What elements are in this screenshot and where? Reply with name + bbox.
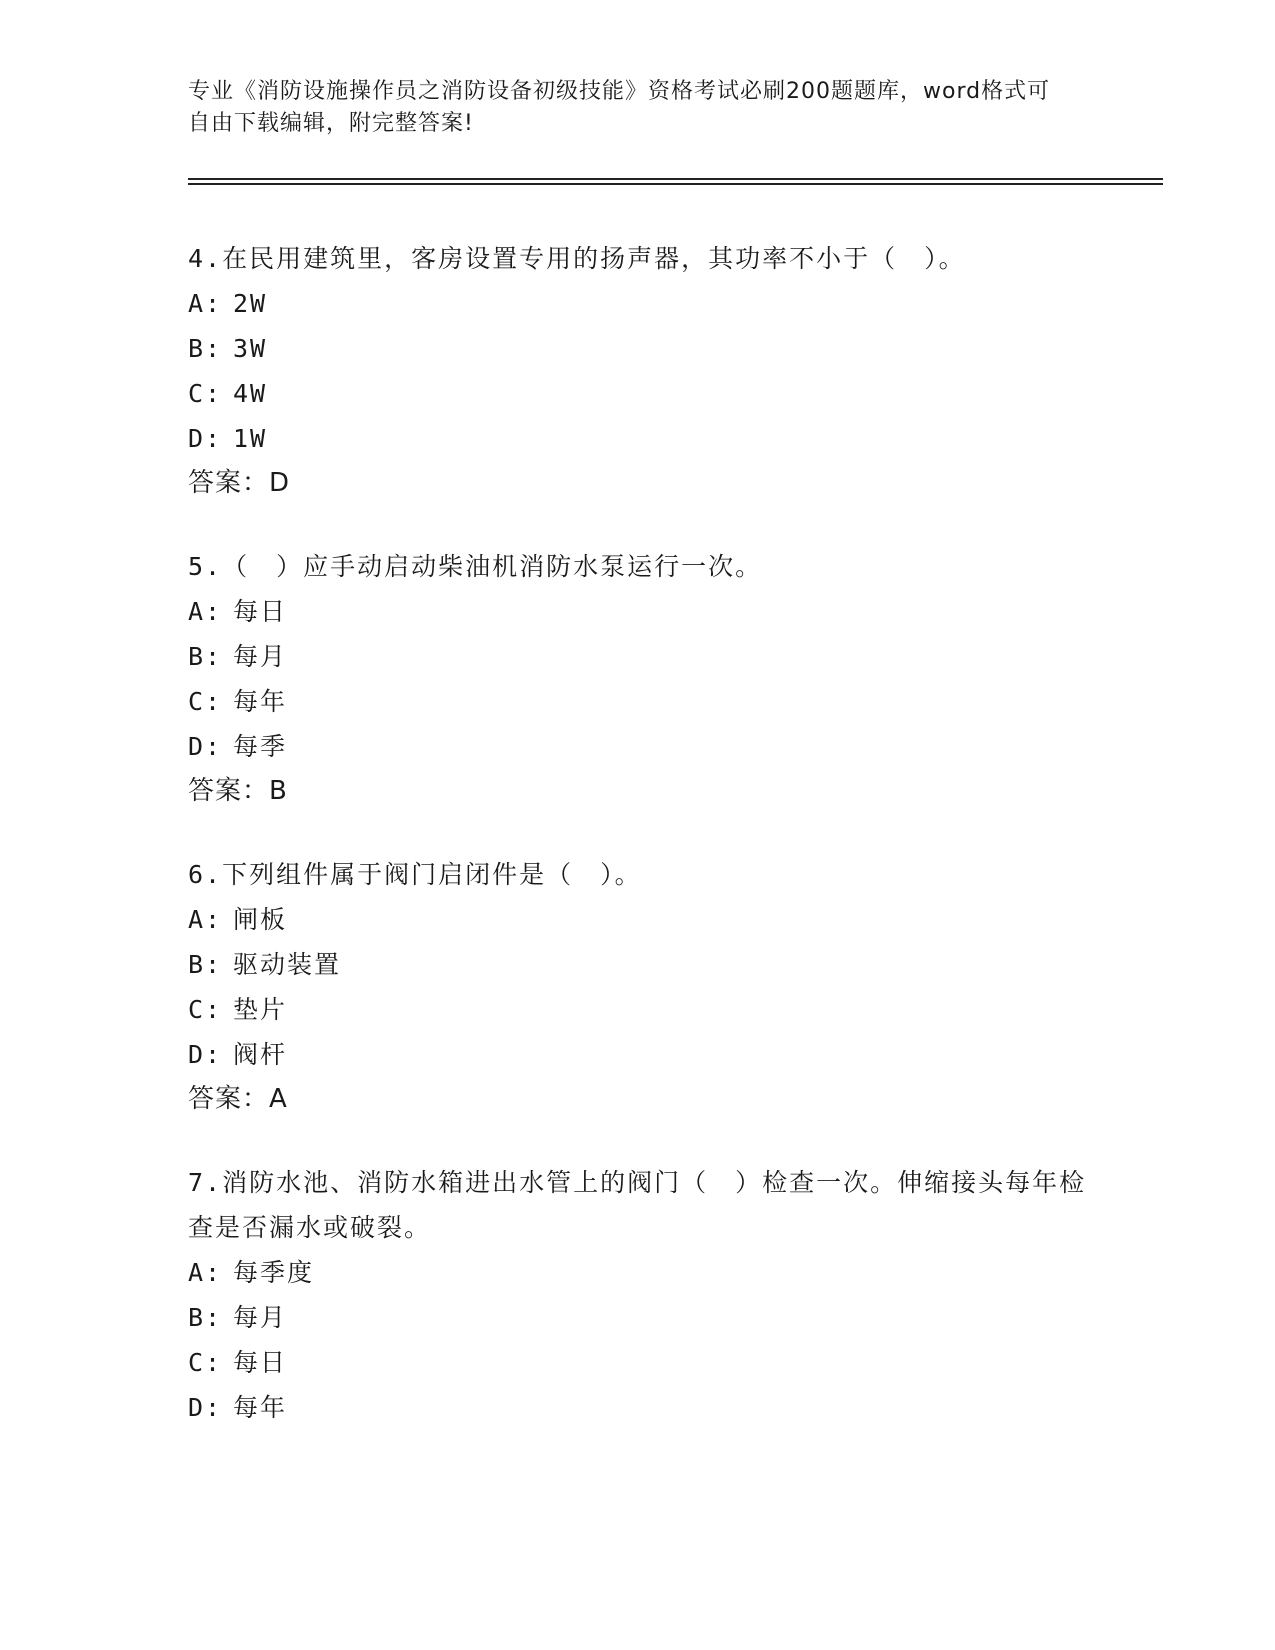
document-intro: 专业《消防设施操作员之消防设备初级技能》资格考试必刷200题题库，word格式可自由下载编辑，附完整答案!: [188, 79, 1051, 136]
option-value: 3W: [233, 334, 268, 363]
option-value: 每月: [233, 642, 288, 671]
option-d: [188, 1385, 1088, 1430]
option-a: [188, 589, 1088, 634]
option-d: [188, 724, 1088, 769]
option-c: [188, 987, 1088, 1032]
option-value: 每年: [233, 1393, 288, 1422]
option-label: A:: [188, 905, 223, 934]
option-label: D:: [188, 1040, 223, 1069]
question-6: [188, 852, 1088, 1122]
option-value: 阀杆: [233, 1040, 288, 1069]
question-text: 7.消防水池、消防水箱进出水管上的阀门（ ）检查一次。伸缩接头每年检查是否漏水或破裂。: [188, 1168, 1087, 1242]
option-value: 每月: [233, 1303, 288, 1332]
option-label: D:: [188, 424, 223, 453]
option-c: [188, 679, 1088, 724]
option-label: C:: [188, 687, 223, 716]
option-a: [188, 1250, 1088, 1295]
option-value: 每年: [233, 687, 288, 716]
question-text: 4.在民用建筑里，客房设置专用的扬声器，其功率不小于（ ）。: [188, 244, 966, 273]
option-label: D:: [188, 732, 223, 761]
option-label: C:: [188, 995, 223, 1024]
option-value: 驱动装置: [233, 950, 342, 979]
option-label: C:: [188, 379, 223, 408]
option-label: B:: [188, 950, 223, 979]
question-list: [188, 236, 1088, 1468]
option-value: 闸板: [233, 905, 288, 934]
option-c: [188, 1340, 1088, 1385]
answer-line: 答案：D: [188, 468, 291, 498]
option-b: [188, 942, 1088, 987]
option-value: 4W: [233, 379, 268, 408]
option-value: 垫片: [233, 995, 288, 1024]
option-a: [188, 281, 1088, 326]
option-label: B:: [188, 642, 223, 671]
option-b: [188, 634, 1088, 679]
option-label: B:: [188, 1303, 223, 1332]
question-5: [188, 544, 1088, 814]
option-label: C:: [188, 1348, 223, 1377]
option-c: [188, 371, 1088, 416]
option-value: 每日: [233, 597, 288, 626]
header-divider-bottom: [188, 183, 1163, 185]
option-d: [188, 416, 1088, 461]
question-text: 5.（ ）应手动启动柴油机消防水泵运行一次。: [188, 552, 763, 581]
option-a: [188, 897, 1088, 942]
option-label: A:: [188, 1258, 223, 1287]
question-7: [188, 1160, 1088, 1430]
option-label: D:: [188, 1393, 223, 1422]
option-b: [188, 1295, 1088, 1340]
option-b: [188, 326, 1088, 371]
answer-line: 答案：A: [188, 1084, 288, 1114]
option-label: A:: [188, 289, 223, 318]
option-label: A:: [188, 597, 223, 626]
option-value: 1W: [233, 424, 268, 453]
option-value: 2W: [233, 289, 268, 318]
option-value: 每季: [233, 732, 288, 761]
question-text: 6.下列组件属于阀门启闭件是（ ）。: [188, 860, 642, 889]
option-label: B:: [188, 334, 223, 363]
header-divider-top: [188, 178, 1163, 180]
option-d: [188, 1032, 1088, 1077]
answer-line: 答案：B: [188, 776, 288, 806]
option-value: 每日: [233, 1348, 288, 1377]
option-value: 每季度: [233, 1258, 315, 1287]
question-4: [188, 236, 1088, 506]
